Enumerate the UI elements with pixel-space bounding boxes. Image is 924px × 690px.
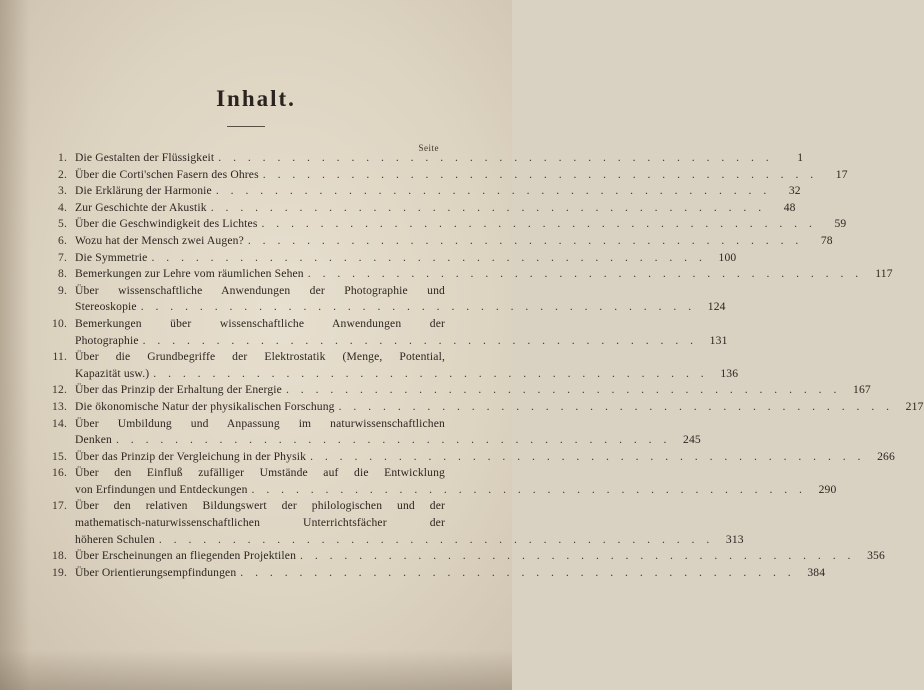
toc-entry-title: Über Erscheinungen an fliegenden Projektilen xyxy=(75,549,297,563)
dot-leader: . . . . . . . . . . . . . . . . . . . . . . . . . . . . . . . . . . . . . . xyxy=(151,250,707,264)
toc-entry-number: 19. xyxy=(52,565,67,579)
toc-entry-title: Stereoskopie xyxy=(75,300,137,314)
toc-entry-page: 59 xyxy=(834,217,847,231)
toc-entry-title: Die Gestalten der Flüssigkeit xyxy=(75,151,215,164)
toc-entry-page: 384 xyxy=(807,565,826,579)
dot-leader: . . . . . . . . . . . . . . . . . . . . . . . . . . . . . . . . . . . . . . xyxy=(307,267,863,281)
dot-leader: . . . . . . . . . . . . . . . . . . . . . . . . . . . . . . . . . . . . . . xyxy=(140,300,696,314)
toc-entry xyxy=(40,167,848,184)
toc-entry-title: mathematisch-naturwissenschaftlichen Unterrichtsfächer der xyxy=(75,516,445,530)
toc-entry xyxy=(40,316,728,349)
toc-entry-title: von Erfindungen und Entdeckungen xyxy=(75,482,248,496)
toc-entry-title: Über das Prinzip der Erhaltung der Energie xyxy=(75,383,282,397)
toc-entry-page: 167 xyxy=(853,383,871,397)
dot-leader: . . . . . . . . . . . . . . . . . . . . . . . . . . . . . . . . . . . . . . xyxy=(158,532,714,546)
toc-entry-number: 6. xyxy=(58,233,67,247)
toc-entry-page: 313 xyxy=(725,532,744,546)
dot-leader: . . . . . . . . . . . . . . . . . . . . . . . . . . . . . . . . . . . . . . xyxy=(218,151,774,164)
page-shadow-bottom xyxy=(0,650,512,690)
toc-entry-number: 1. xyxy=(58,151,67,164)
toc-entry-number: 9. xyxy=(58,283,67,297)
toc-entry-number: 14. xyxy=(52,416,67,430)
toc-entry xyxy=(40,216,847,233)
dot-leader: . . . . . . . . . . . . . . . . . . . . . . . . . . . . . . . . . . . . . . xyxy=(247,233,803,247)
toc-entry-page: 17 xyxy=(835,167,848,181)
table-of-contents xyxy=(40,150,924,581)
toc-entry-title: Über die Corti'schen Fasern des Ohres xyxy=(75,167,259,181)
dot-leader: . . . . . . . . . . . . . . . . . . . . . . . . . . . . . . . . . . . . . . xyxy=(115,433,671,447)
toc-entry-page: 78 xyxy=(820,233,833,247)
toc-entry-title: Die Erklärung der Harmonie xyxy=(75,184,212,198)
toc-entry-title: Über den relativen Bildungswert der philologischen und der xyxy=(75,499,445,513)
toc-entry-title: Über wissenschaftliche Anwendungen der Photographie und xyxy=(75,283,445,297)
toc-entry-number: 12. xyxy=(52,383,67,397)
toc-entry-page: 356 xyxy=(867,549,885,563)
toc-entry xyxy=(40,465,837,498)
toc-entry-number: 11. xyxy=(52,350,67,364)
toc-entry-number: 8. xyxy=(58,267,67,281)
toc-entry-title: Über Orientierungsempfindungen xyxy=(75,565,237,579)
dot-leader: . . . . . . . . . . . . . . . . . . . . . . . . . . . . . . . . . . . . . . xyxy=(262,167,818,181)
page-title: Inhalt. xyxy=(216,86,296,111)
toc-entry-title: höheren Schulen xyxy=(75,532,155,546)
toc-entry-title: Zur Geschichte der Akustik xyxy=(75,200,207,214)
dot-leader: . . . . . . . . . . . . . . . . . . . . . . . . . . . . . . . . . . . . . . xyxy=(251,482,807,496)
toc-entry-title: Über den Einfluß zufälliger Umstände auf die Entwicklung xyxy=(75,466,445,480)
toc-entry-page: 100 xyxy=(718,250,737,264)
toc-entry xyxy=(40,283,726,316)
toc-entry xyxy=(40,150,804,167)
toc-entry-number: 16. xyxy=(52,466,67,480)
toc-entry-page: 266 xyxy=(877,449,895,463)
toc-entry-number: 4. xyxy=(58,200,67,214)
toc-entry-title: Kapazität usw.) xyxy=(75,366,150,380)
toc-entry-title: Über Umbildung und Anpassung im naturwissenschaftlichen xyxy=(75,416,445,430)
toc-entry xyxy=(40,449,895,466)
dot-leader: . . . . . . . . . . . . . . . . . . . . . . . . . . . . . . . . . . . . . . xyxy=(261,217,817,231)
toc-entry-title: Die ökonomische Natur der physikalischen Forschung xyxy=(75,399,335,413)
toc-entry-number: 17. xyxy=(52,499,67,513)
dot-leader: . . . . . . . . . . . . . . . . . . . . . . . . . . . . . . . . . . . . . . xyxy=(300,549,855,563)
toc-entry xyxy=(40,183,801,200)
toc-entry-number: 5. xyxy=(58,217,67,231)
toc-entry-page: 217 xyxy=(905,399,924,413)
dot-leader: . . . . . . . . . . . . . . . . . . . . . . . . . . . . . . . . . . . . . . xyxy=(153,366,709,380)
page-column-label: Seite xyxy=(418,143,439,153)
dot-leader: . . . . . . . . . . . . . . . . . . . . . . . . . . . . . . . . . . . . . . xyxy=(142,333,698,347)
toc-entry-number: 7. xyxy=(58,250,67,264)
toc-entry-number: 3. xyxy=(58,184,67,198)
toc-entry-page: 1 xyxy=(797,151,804,164)
toc-entry xyxy=(40,399,924,416)
toc-entry xyxy=(40,200,796,217)
toc-entry xyxy=(40,416,701,449)
toc-entry xyxy=(40,498,744,548)
toc-entry xyxy=(40,565,826,582)
dot-leader: . . . . . . . . . . . . . . . . . . . . . . . . . . . . . . . . . . . . . . xyxy=(338,399,894,413)
toc-entry-title: Über das Prinzip der Vergleichung in der Physik xyxy=(75,449,307,463)
toc-entry-page: 131 xyxy=(709,333,728,347)
toc-entry-title: Über die Grundbegriffe der Elektrostatik (Menge, Potential, xyxy=(75,350,445,364)
toc-entry-page: 245 xyxy=(683,433,701,447)
dot-leader: . . . . . . . . . . . . . . . . . . . . . . . . . . . . . . . . . . . . . . xyxy=(310,449,865,463)
dot-leader: . . . . . . . . . . . . . . . . . . . . . . . . . . . . . . . . . . . . . . xyxy=(210,200,766,214)
toc-entry-title: Bemerkungen über wissenschaftliche Anwendungen der xyxy=(75,316,445,330)
toc-entry xyxy=(40,349,739,382)
toc-entry-page: 117 xyxy=(875,267,893,281)
toc-entry-page: 48 xyxy=(783,200,796,214)
dot-leader: . . . . . . . . . . . . . . . . . . . . . . . . . . . . . . . . . . . . . . xyxy=(215,184,771,198)
title-divider xyxy=(227,126,265,127)
toc-entry-page: 136 xyxy=(720,366,739,380)
toc-entry xyxy=(40,548,885,565)
toc-entry xyxy=(40,250,737,267)
toc-entry-number: 15. xyxy=(52,449,67,463)
toc-entry xyxy=(40,266,893,283)
toc-entry-title: Die Symmetrie xyxy=(75,250,148,264)
toc-entry-title: Über die Geschwindigkeit des Lichtes xyxy=(75,217,258,231)
toc-entry-page: 124 xyxy=(707,300,726,314)
toc-entry-page: 32 xyxy=(788,184,801,198)
toc-entry-title: Wozu hat der Mensch zwei Augen? xyxy=(75,233,244,247)
toc-entry-number: 18. xyxy=(52,549,67,563)
toc-entry xyxy=(40,382,871,399)
dot-leader: . . . . . . . . . . . . . . . . . . . . . . . . . . . . . . . . . . . . . . xyxy=(240,565,796,579)
toc-entry-page: 290 xyxy=(818,482,837,496)
toc-entry-title: Denken xyxy=(75,433,112,447)
toc-entry-title: Photographie xyxy=(75,333,139,347)
toc-entry-number: 13. xyxy=(52,399,67,413)
toc-entry-number: 10. xyxy=(52,316,67,330)
toc-entry-title: Bemerkungen zur Lehre vom räumlichen Sehen xyxy=(75,267,304,281)
toc-entry xyxy=(40,233,833,250)
toc-entry-number: 2. xyxy=(58,167,67,181)
dot-leader: . . . . . . . . . . . . . . . . . . . . . . . . . . . . . . . . . . . . . . xyxy=(285,383,841,397)
